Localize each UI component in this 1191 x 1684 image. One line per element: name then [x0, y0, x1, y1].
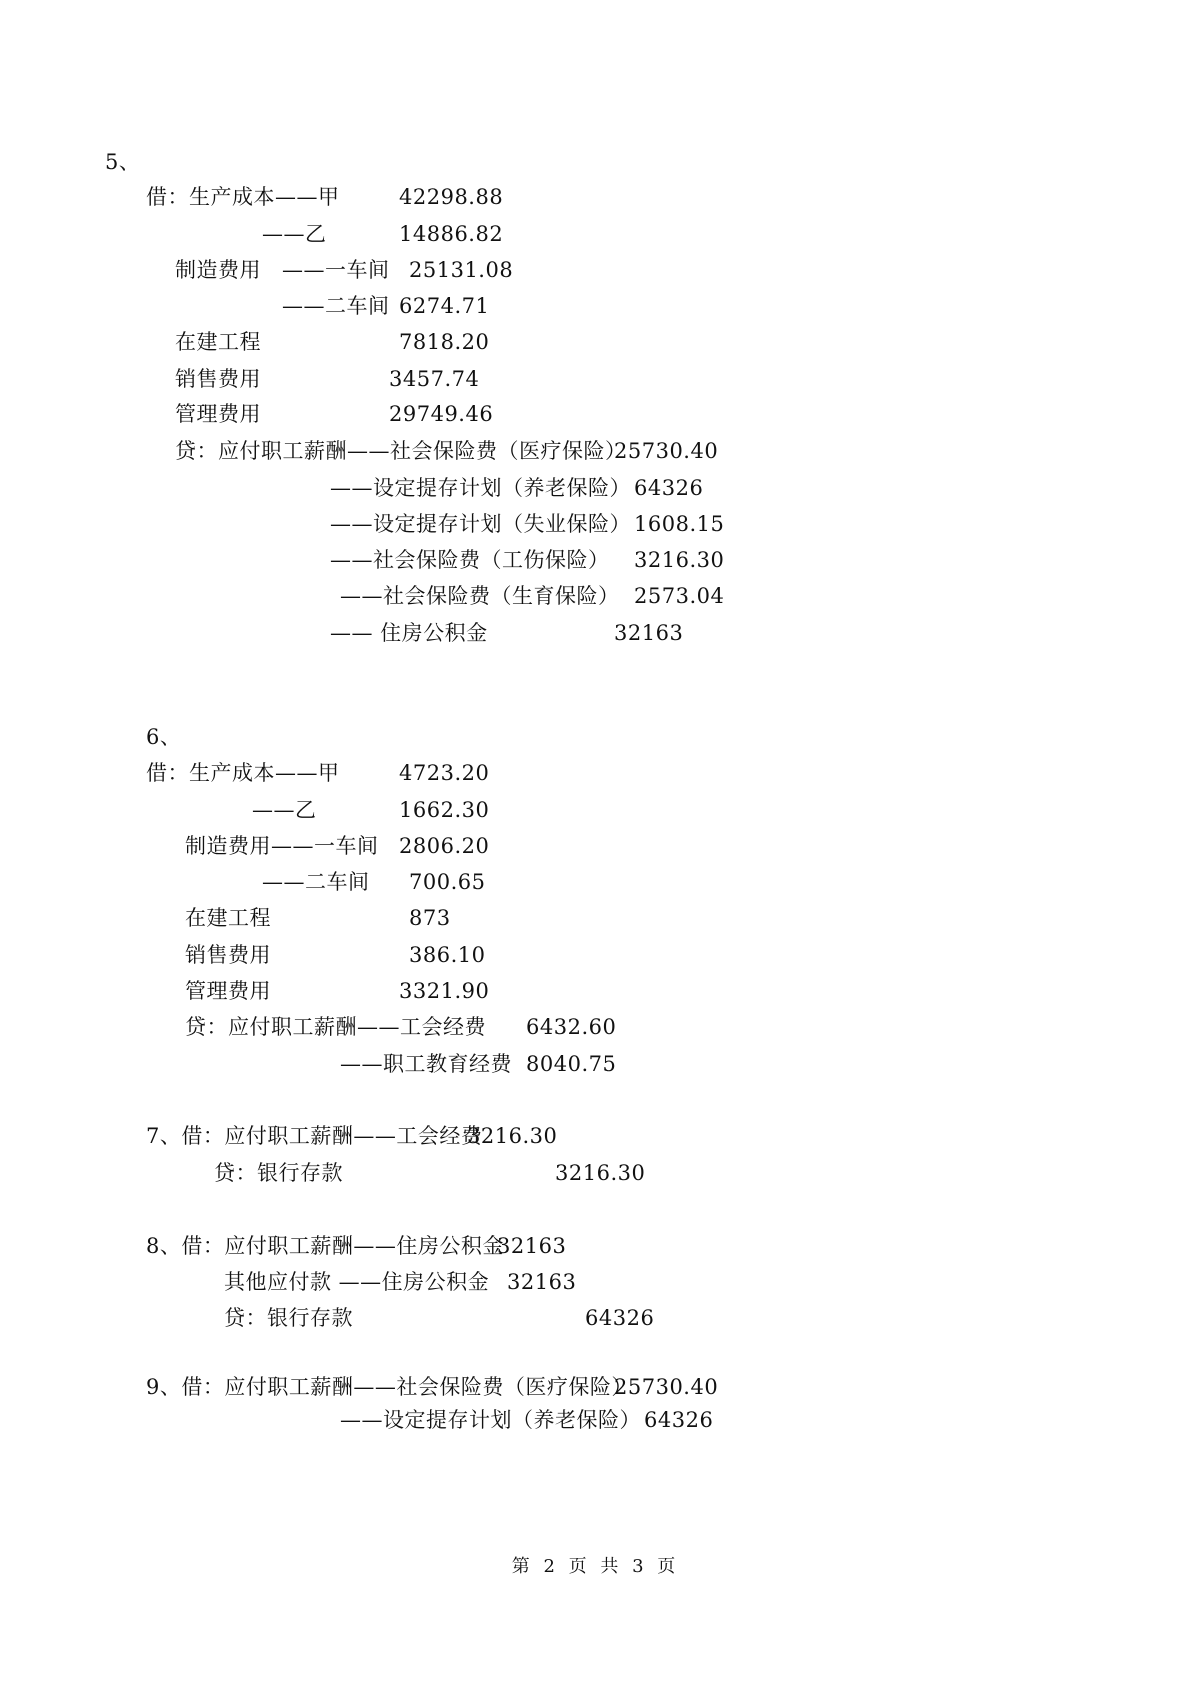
entry-7-credit-amount: 3216.30: [555, 1161, 646, 1185]
entry-5-debit-account: 制造费用: [175, 258, 261, 282]
entry-5-debit-account: 借：生产成本——甲: [146, 185, 340, 209]
entry-5-credit-amount: 25730.40: [614, 439, 719, 463]
entry-5-debit-account: ——二车间: [282, 294, 390, 318]
entry-5-debit-subaccount: ——一车间: [282, 258, 390, 282]
entry-6-debit-amount: 386.10: [409, 943, 486, 967]
entry-5-credit-account: —— 住房公积金: [330, 621, 488, 645]
entry-6-debit-amount: 873: [409, 906, 451, 930]
entry-8-debit-account: 其他应付款 ——住房公积金: [224, 1270, 490, 1294]
entry-5-credit-amount: 2573.04: [634, 584, 725, 608]
entry-8-debit-amount: 32163: [497, 1234, 567, 1258]
entry-6-credit-amount: 6432.60: [526, 1015, 617, 1039]
entry-6-debit-account: 借：生产成本——甲: [146, 761, 340, 785]
entry-5-credit-account: 贷：应付职工薪酬——社会保险费（医疗保险）: [175, 439, 627, 463]
entry-7-credit-account: 贷：银行存款: [214, 1161, 343, 1185]
entry-5-debit-amount: 25131.08: [409, 258, 514, 282]
entry-6-debit-amount: 4723.20: [399, 761, 490, 785]
entry-5-debit-account: ——乙: [262, 222, 327, 246]
entry-5-debit-amount: 6274.71: [399, 294, 490, 318]
entry-6-credit-account: 贷：应付职工薪酬——工会经费: [185, 1015, 486, 1039]
entry-5-debit-amount: 3457.74: [389, 367, 480, 391]
page-number-footer: 第 2 页 共 3 页: [511, 1556, 680, 1577]
entry-8-debit-amount: 32163: [507, 1270, 577, 1294]
entry-9-debit-amount: 25730.40: [614, 1375, 719, 1399]
entry-5-credit-amount: 3216.30: [634, 548, 725, 572]
entry-8-debit-account: 8、借：应付职工薪酬——住房公积金: [146, 1234, 504, 1258]
entry-6-debit-amount: 2806.20: [399, 834, 490, 858]
entry-6-debit-amount: 3321.90: [399, 979, 490, 1003]
entry-5-debit-account: 管理费用: [175, 402, 261, 426]
entry-5-credit-account: ——社会保险费（生育保险）: [340, 584, 620, 608]
entry-5-credit-amount: 32163: [614, 621, 684, 645]
entry-5-number: 5、: [105, 150, 141, 174]
entry-6-number: 6、: [146, 725, 182, 749]
entry-9-debit-account: 9、借：应付职工薪酬——社会保险费（医疗保险）: [146, 1375, 633, 1399]
entry-5-debit-account: 在建工程: [175, 330, 261, 354]
entry-5-debit-amount: 7818.20: [399, 330, 490, 354]
entry-6-debit-amount: 700.65: [409, 870, 486, 894]
entry-8-credit-account: 贷：银行存款: [224, 1306, 353, 1330]
entry-5-debit-amount: 42298.88: [399, 185, 504, 209]
entry-7-debit-account: 7、借：应付职工薪酬——工会经费: [146, 1124, 483, 1148]
entry-6-debit-amount: 1662.30: [399, 798, 490, 822]
entry-5-credit-account: ——设定提存计划（失业保险）: [330, 512, 631, 536]
entry-6-debit-account: ——乙: [252, 798, 317, 822]
entry-6-debit-account: ——二车间: [262, 870, 370, 894]
entry-6-debit-account: 管理费用: [185, 979, 271, 1003]
entry-5-credit-account: ——设定提存计划（养老保险）: [330, 476, 631, 500]
entry-6-credit-account: ——职工教育经费: [340, 1052, 512, 1076]
entry-5-debit-amount: 14886.82: [399, 222, 504, 246]
entry-9-debit-account: ——设定提存计划（养老保险）: [340, 1408, 641, 1432]
entry-9-debit-amount: 64326: [644, 1408, 714, 1432]
entry-8-credit-amount: 64326: [585, 1306, 655, 1330]
entry-5-credit-amount: 64326: [634, 476, 704, 500]
entry-6-debit-account: 销售费用: [185, 943, 271, 967]
entry-6-debit-account: 在建工程: [185, 906, 271, 930]
entry-5-debit-account: 销售费用: [175, 367, 261, 391]
entry-6-credit-amount: 8040.75: [526, 1052, 617, 1076]
entry-5-credit-account: ——社会保险费（工伤保险）: [330, 548, 610, 572]
entry-6-debit-account: 制造费用——一车间: [185, 834, 379, 858]
entry-5-credit-amount: 1608.15: [634, 512, 725, 536]
entry-7-debit-amount: 3216.30: [467, 1124, 558, 1148]
entry-5-debit-amount: 29749.46: [389, 402, 494, 426]
